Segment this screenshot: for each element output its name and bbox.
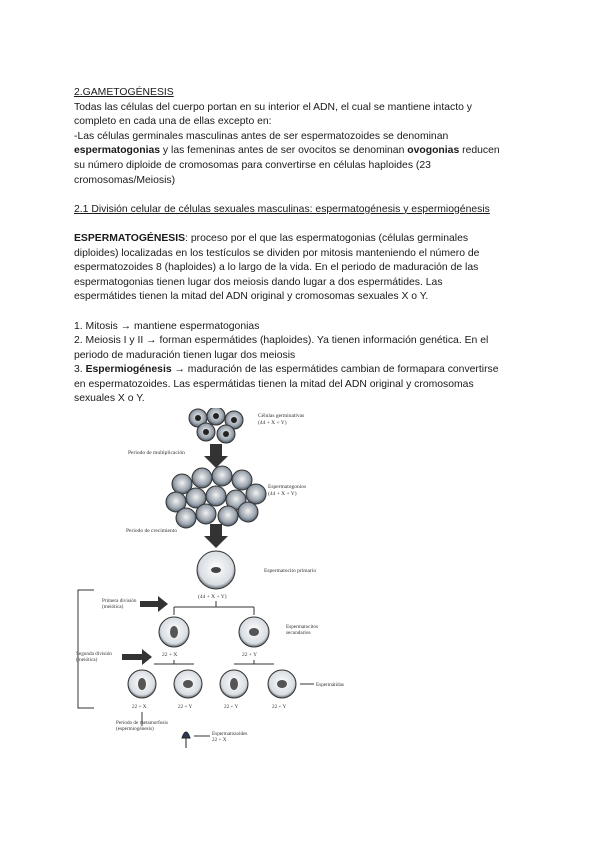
sperm-line-4: espermatogonias tienen lugar dos meiosis dando lugar a dos espermátides. Las (74, 276, 443, 288)
arrow-right-icon (122, 649, 152, 665)
label-first-division: Primera división (102, 598, 137, 604)
label-metamorphosis-b: (espermiogénesis) (116, 726, 154, 732)
germ-line-2-end: reducen (459, 145, 500, 157)
list-item-3a (74, 363, 530, 378)
list-item-1: 1. Mitosis → mantiene espermatogonias (74, 320, 260, 332)
label-metamorphosis: Periodo de metamorfosis (116, 720, 168, 726)
label-spermatogonia: Espermatogonios (268, 484, 307, 490)
label-multiplication: Periodo de multiplicación (128, 450, 185, 456)
label-secondary: Espermatocitos (286, 624, 318, 630)
label-germinal-n: (44 + X + Y) (258, 420, 287, 426)
label-primary-n: (44 + X + Y) (198, 594, 227, 600)
germ-line-3: su número diploide de cromosomas para convertirse en células haploides (23 (74, 159, 431, 171)
germ-line-1: -Las células germinales masculinas antes de ser espermatozoides se denominan (74, 130, 449, 142)
germ-line-2-mid: y las femeninas antes de ser ovocitos se denominan (160, 145, 408, 157)
label-spermatozoa-n: 22 + X (212, 737, 227, 743)
term-espermiogenesis: Espermiogénesis (85, 364, 172, 376)
label-spermatids: Espermátidas (316, 682, 344, 688)
germ-line-2 (74, 144, 530, 159)
nucleus (211, 567, 221, 573)
spermatozoon-icon (182, 732, 190, 738)
label-secondary-b: secundarios (286, 630, 311, 636)
list-item-2a: 2. Meiosis I y II → forman espermátides (haploides). Ya tienen información genética. En el (74, 335, 489, 347)
list-item-3a-text: → maduración de las espermátides cambian de formapara convertirse (171, 364, 499, 376)
sperm-line-1-text: : proceso por el que las espermatogonias (células germinales (185, 232, 469, 244)
document-body (74, 86, 530, 407)
germ-line-4: cromosomas/Meiosis) (74, 174, 176, 186)
arrow-right-icon (140, 596, 168, 612)
label-primary: Espermatocito primario (264, 568, 317, 574)
germinal-cells-cluster (189, 408, 243, 443)
list-item-3b: en espermatozoides. Las espermátidas tienen la mitad del ADN original y cromosomas (74, 378, 474, 390)
sperm-line-5: espermátides tienen la mitad del ADN original y cromosomas sexuales X o Y. (74, 291, 429, 303)
arrow-down-icon (204, 444, 228, 468)
label-spermatozoa: Espermatozoides (212, 731, 248, 737)
section-heading: 2.GAMETOGÉNESIS (74, 87, 174, 98)
label-secondary-x: 22 + X (162, 652, 178, 658)
term-ovogonias: ovogonias (407, 145, 460, 157)
intro-line-1: Todas las células del cuerpo portan en su interior el ADN, el cual se mantiene intacto y (74, 101, 472, 113)
label-spermatid-4: 22 + Y (272, 704, 287, 710)
label-second-division: Segunda división (76, 651, 112, 657)
list-item-3-num: 3. (74, 364, 86, 376)
subsection-heading: 2.1 División celular de células sexuales masculinas: espermatogénesis y espermiogénesis (74, 203, 490, 215)
term-espermatogenesis: ESPERMATOGÉNESIS (74, 232, 186, 244)
sperm-line-2: diploides) localizadas en los testículos se dividen por mitosis manteniendo el número de (74, 247, 480, 259)
spermatogenesis-diagram (70, 408, 370, 750)
list-item-3c: sexuales X o Y. (74, 393, 145, 405)
label-spermatogonia-n: (44 + X + Y) (268, 491, 297, 497)
spermatogonia-cluster (166, 466, 266, 528)
list-item-2b: periodo de maduración tienen lugar dos meiosis (74, 349, 296, 361)
label-germinal: Células germinativas (258, 413, 305, 419)
label-growth: Periodo de crecimiento (126, 528, 178, 534)
label-secondary-y: 22 + Y (242, 652, 258, 658)
term-espermatogonias: espermatogonias (74, 145, 161, 157)
label-spermatid-1: 22 + X (132, 704, 147, 710)
intro-line-2: completo en cada una de ellas excepto en: (74, 116, 272, 128)
sperm-line-1 (74, 232, 530, 247)
meiosis-bracket (78, 590, 94, 708)
spermatids-row (128, 670, 296, 698)
sperm-line-3: espermatozoides 8 (haploides) a lo largo de la vida. En el periodo de maduración de las (74, 262, 479, 274)
arrow-down-icon (204, 524, 228, 548)
label-spermatid-3: 22 + Y (224, 704, 239, 710)
label-spermatid-2: 22 + Y (178, 704, 193, 710)
label-second-division-b: (meiótica) (76, 657, 98, 663)
label-first-division-b: (meiótica) (102, 604, 124, 610)
